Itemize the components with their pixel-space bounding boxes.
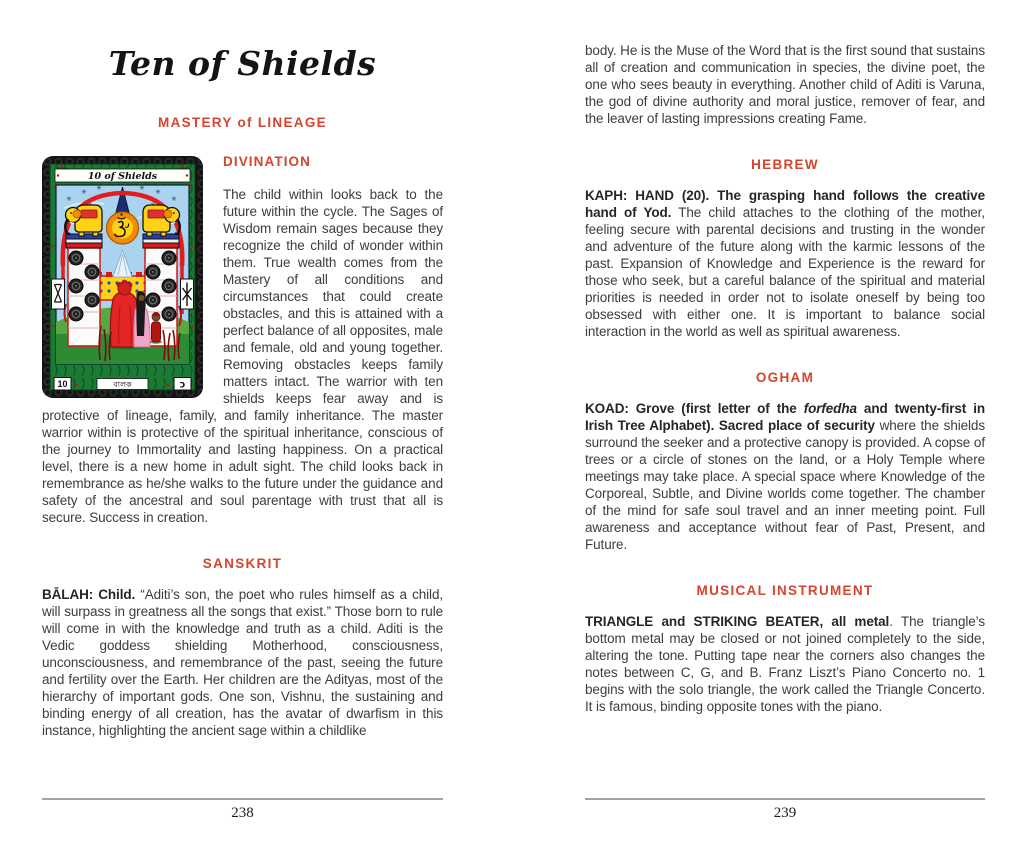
hourglass-glyph-icon	[52, 279, 65, 309]
footer-rule	[585, 798, 985, 800]
musical-lead: TRIANGLE and STRIKING BEATER, all metal	[585, 614, 890, 629]
shield-icon	[85, 265, 99, 279]
star-icon: ✳	[155, 189, 161, 196]
page-title: Ten of Shields	[108, 44, 377, 83]
dome-icon	[107, 212, 139, 244]
musical-text: . The triangle’s bottom metal may be closed or not joined completely to the side, altering the tone. Putting tape near the corners also changes the notes between C, G, and B. Franz Liszt’s Piano Concerto no. 1 begins with the solo triangle, the work called the Triangle Concerto. It is famous, binding opposite tones with the piano.	[585, 614, 985, 714]
ogham-koad-icon	[181, 279, 194, 309]
tarot-card-illustration	[42, 156, 203, 398]
card-script-box	[97, 379, 148, 390]
shield-icon	[69, 251, 83, 265]
card-banner-title: 10 of Shields	[87, 171, 158, 182]
card-hebrew-box	[174, 378, 191, 391]
page-number-right: 239	[773, 805, 797, 821]
ogham-lead: KOAD: Grove (first letter of the	[585, 401, 804, 416]
divination-text: The child within looks back to the future within the cycle. The Sages of Wisdom remain sages because they recognize the child of wonder within them. True wealth comes from the Mastery of all conditions and circumstances that could create obstacles, and this is attained with a perfect balance of all opposites, male and female, old and young together. Removing obstacles keeps family matters intact. The warrior with ten shields keeps fear away and is protective of lineage, family, and family inheritance. The master warrior within is protective of the spiritual inheritance, conscious of the journey to Immortality and lasting happiness. On a practical level, there is a new home in adult sight. The child looks back in remembrance as he/she walks to the future under the guidance and safety of the ancestral and soul parentage with trust that all is secure. Success in creation.	[42, 187, 443, 525]
left-page	[42, 0, 443, 749]
star-icon: ✳	[171, 196, 177, 203]
star-icon: ✳	[96, 185, 102, 192]
continuation-paragraph	[585, 42, 985, 127]
section-heading-ogham: OGHAM	[755, 370, 815, 385]
shield-icon	[146, 293, 160, 307]
shield-icon	[162, 279, 176, 293]
right-page-footer	[585, 798, 985, 822]
shield-icon	[69, 279, 83, 293]
shield-icon	[162, 251, 176, 265]
bengali-script-balak: বালক	[113, 380, 132, 389]
hebrew-lead: KAPH: HAND (20). The grasping hand follows the creative hand of Yod.	[585, 188, 985, 220]
star-icon: ✳	[81, 189, 87, 196]
musical-paragraph	[585, 613, 985, 715]
sanskrit-paragraph	[42, 586, 443, 739]
sanskrit-lead: BĀLAH: Child.	[42, 587, 136, 602]
footer-rule	[42, 798, 443, 800]
star-icon: ✳	[66, 196, 72, 203]
hebrew-text: The child attaches to the clothing of the mother, feeling secure with parental decisions and trusting in the wonder and adventure of the future along with the karmic lessons of the past. Expansion of Knowledge and Experience is the reward for those who seek, but a careful balance of the spiritual and material priorities is needed in order not to isolate oneself by being too obsessed with either one. It is important to balance social interaction in the world as well as spiritual awareness.	[585, 205, 985, 339]
page-number-left: 238	[231, 805, 254, 821]
section-heading-hebrew: HEBREW	[751, 157, 819, 172]
star-icon: ✳	[139, 185, 145, 192]
shield-icon	[85, 293, 99, 307]
card-number: 10	[57, 379, 68, 389]
hebrew-paragraph	[585, 187, 985, 340]
shield-icon	[146, 265, 160, 279]
ogham-lead-italic: forfedha	[803, 401, 857, 416]
sanskrit-text: “Aditi’s son, the poet who rules himself as a child, will surpass in greatness all the songs that exist.” Those born to rule will come in with the knowledge and truth as a child. Aditi is the Vedic goddess shielding Motherhood, consciousness, unconsciousness, and remembrance of the past, seeing the future and fertility over the Earth. Her children are the Adityas, most of the hierarchy of important gods. One son, Vishnu, the sustaining and binding energy of all creation, has the avatar of dwarfism in this instance, highlighting the ancient sage within a childlike	[42, 587, 443, 738]
card-number-box	[54, 378, 71, 391]
right-page	[585, 0, 985, 725]
ogham-text: where the shields surround the seeker and a protective canopy is provided. A copse of trees or a circle of stones on the land, or a Holy Temple where meetings may take place. A special space where Knowledge of the Corporeal, Subtle, and Divine worlds come together. The chamber of the mind for safe soul travel and an inner meeting point. Full awareness and acceptance without fear of Past, Present, and Future.	[585, 418, 985, 552]
card-banner	[55, 169, 190, 182]
ogham-lead-post: and twenty-first in Irish Tree Alphabet). Sacred place of security	[585, 401, 985, 433]
section-heading-divination: DIVINATION	[223, 154, 311, 169]
section-heading-mastery: MASTERY of LINEAGE	[158, 115, 327, 130]
shield-icon	[162, 307, 176, 321]
continuation-text: body. He is the Muse of the Word that is the first sound that sustains all of creation and communication in species, the divine poet, the one who sees beauty in everything. Another child of Aditi is Varuna, the god of divine authority and moral justice, remover of fear, and the leaver of lasting impressions creating Fame.	[585, 43, 985, 126]
section-heading-musical: MUSICAL INSTRUMENT	[696, 583, 874, 598]
child-figure	[150, 312, 162, 344]
divination-section	[42, 154, 443, 526]
section-heading-sanskrit: SANSKRIT	[202, 556, 283, 571]
ogham-paragraph	[585, 400, 985, 553]
left-page-footer	[42, 798, 443, 822]
shield-icon	[69, 307, 83, 321]
hebrew-kaph-letter: כ	[179, 379, 186, 391]
